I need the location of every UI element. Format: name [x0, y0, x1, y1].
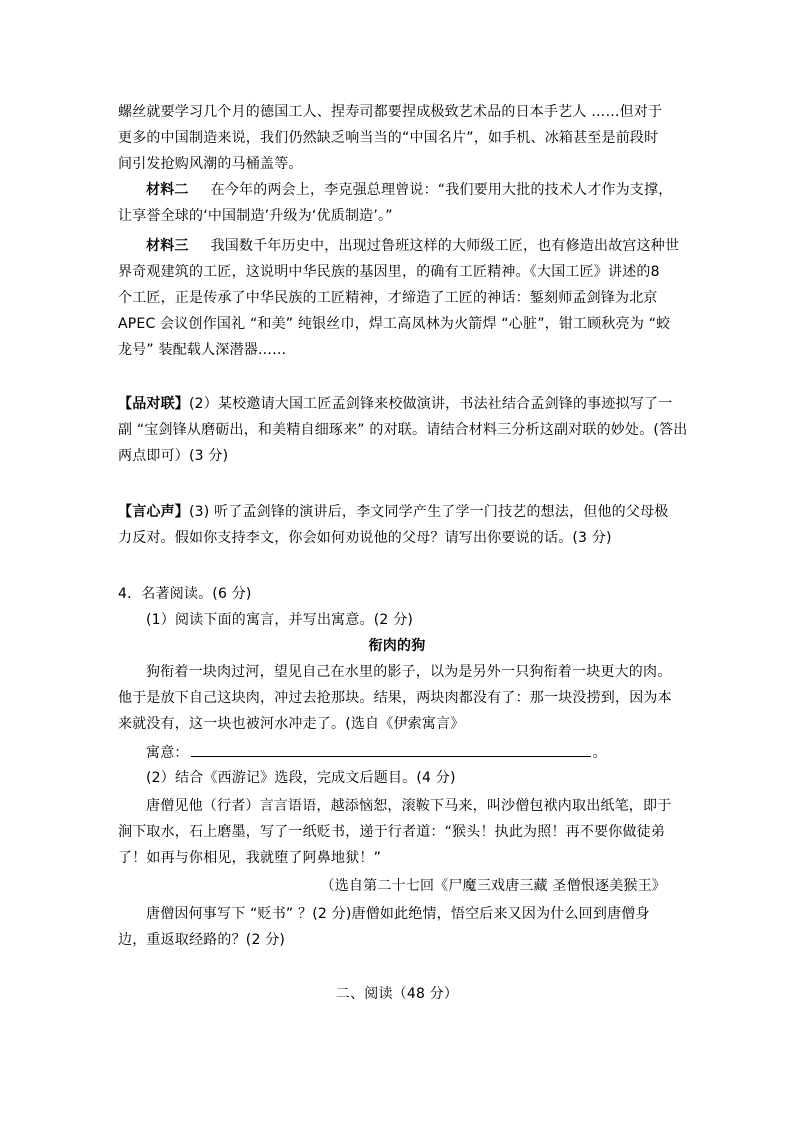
material3-line: 个工匠，正是传承了中华民族的工匠精神，才缔造了工匠的神话：錾刻师孟剑锋为北京 — [118, 290, 658, 306]
xiyou-line: 了！如再与你相见，我就堕了阿鼻地狱！” — [118, 850, 382, 866]
material3-line: 界奇观建筑的工匠，这说明中华民族的基因里，的确有工匠精神。《大国工匠》讲述的8 — [118, 264, 660, 280]
material3-label: 材料三 — [146, 238, 189, 254]
material2-line: 让享誉全球的‘中国制造’升级为‘优质制造’。” — [118, 208, 393, 224]
material2-text: 在今年的两会上，李克强总理曾说：“我们要用大批的技术人才作为支撑， — [210, 182, 673, 198]
material1-line: 间引发抢购风潮的马桶盖等。 — [118, 156, 303, 172]
material1-line: 更多的中国制造来说，我们仍然缺乏响当当的“中国名片”，如手机、冰箱甚至是前段时 — [118, 130, 659, 146]
yanxinsheng-line: 力反对。假如你支持李文，你会如何劝说他的父母？请写出你要说的话。(3 分) — [118, 530, 612, 546]
yanxinsheng-question — [118, 502, 668, 522]
q4-sub1: (1）阅读下面的寓言，并写出寓意。(2 分) — [146, 612, 414, 628]
xiyou-line: 唐僧见他（行者）言言语语，越添恼恕，滚鞍下马来，叫沙僧包袱内取出纸笔，即于 — [146, 798, 672, 814]
section2-heading: 二、阅读（48 分） — [335, 986, 459, 1002]
material3-line: APEC 会议创作国礼 “和美” 纯银丝巾，焊工高凤林为火箭焊 “心脏”，钳工顾秋亮为 “蛟 — [118, 316, 671, 332]
duilian-label: 【品对联】 — [118, 396, 189, 412]
material3-line: 龙号” 装配载人深潜器…… — [118, 342, 287, 358]
duilian-line: 两点即可）(3 分) — [118, 448, 229, 464]
q4-sub2: (2）结合《西游记》选段，完成文后题目。(4 分) — [146, 770, 456, 786]
moral-answer — [146, 742, 607, 763]
moral-label: 寓意： — [146, 745, 189, 761]
xiyou-line: 涧下取水，石上磨墨，写了一纸贬书，递于行者道：“猴头！执此为照！再不要你做徒弟 — [118, 824, 666, 840]
material1-line: 螺丝就要学习几个月的德国工人、捏寿司都要捏成极致艺术品的日本手艺人 ……但对于 — [118, 104, 663, 120]
fable-line: 来就没有，这一块也被河水冲走了。(选自《伊索寓言》 — [118, 716, 465, 732]
material3-paragraph — [146, 236, 679, 256]
material2-paragraph — [146, 180, 672, 200]
fable-title: 衔肉的狗 — [368, 638, 426, 654]
xiyou-question: 唐僧因何事写下 “贬书” ？(2 分)唐僧如此绝情，悟空后来又因为什么回到唐僧身 — [146, 906, 650, 922]
q4-heading: 4．名著阅读。(6 分) — [118, 586, 252, 602]
fable-line: 他于是放下自己这块肉，冲过去抢那块。结果，两块肉都没有了：那一块没捞到，因为本 — [118, 690, 672, 706]
duilian-line: 副 “宝剑锋从磨砺出，和美精自细琢来” 的对联。请结合材料三分析这副对联的妙处。(答出 — [118, 422, 688, 438]
material2-label: 材料二 — [146, 182, 189, 198]
material3-text: 我国数千年历史中，出现过鲁班这样的大师级工匠，也有修造出故宫这种世 — [210, 238, 680, 254]
duilian-question — [118, 394, 672, 414]
xiyou-source: （选自第二十七回《尸魔三戏唐三藏 圣僧恨逐美猴王》 — [320, 878, 666, 894]
yanxinsheng-text: (3) 听了孟剑锋的演讲后，李文同学产生了学一门技艺的想法，但他的父母极 — [189, 504, 669, 520]
yanxinsheng-label: 【言心声】 — [118, 504, 189, 520]
fable-line: 狗衔着一块肉过河，望见自己在水里的影子，以为是另外一只狗衔着一块更大的肉。 — [146, 664, 672, 680]
duilian-text: (2）某校邀请大国工匠孟剑锋来校做演讲，书法社结合孟剑锋的事迹拟写了一 — [189, 396, 673, 412]
xiyou-question-line: 边，重返取经路的？(2 分) — [118, 932, 286, 948]
moral-answer-blank[interactable] — [191, 742, 591, 757]
moral-end: 。 — [592, 745, 607, 761]
